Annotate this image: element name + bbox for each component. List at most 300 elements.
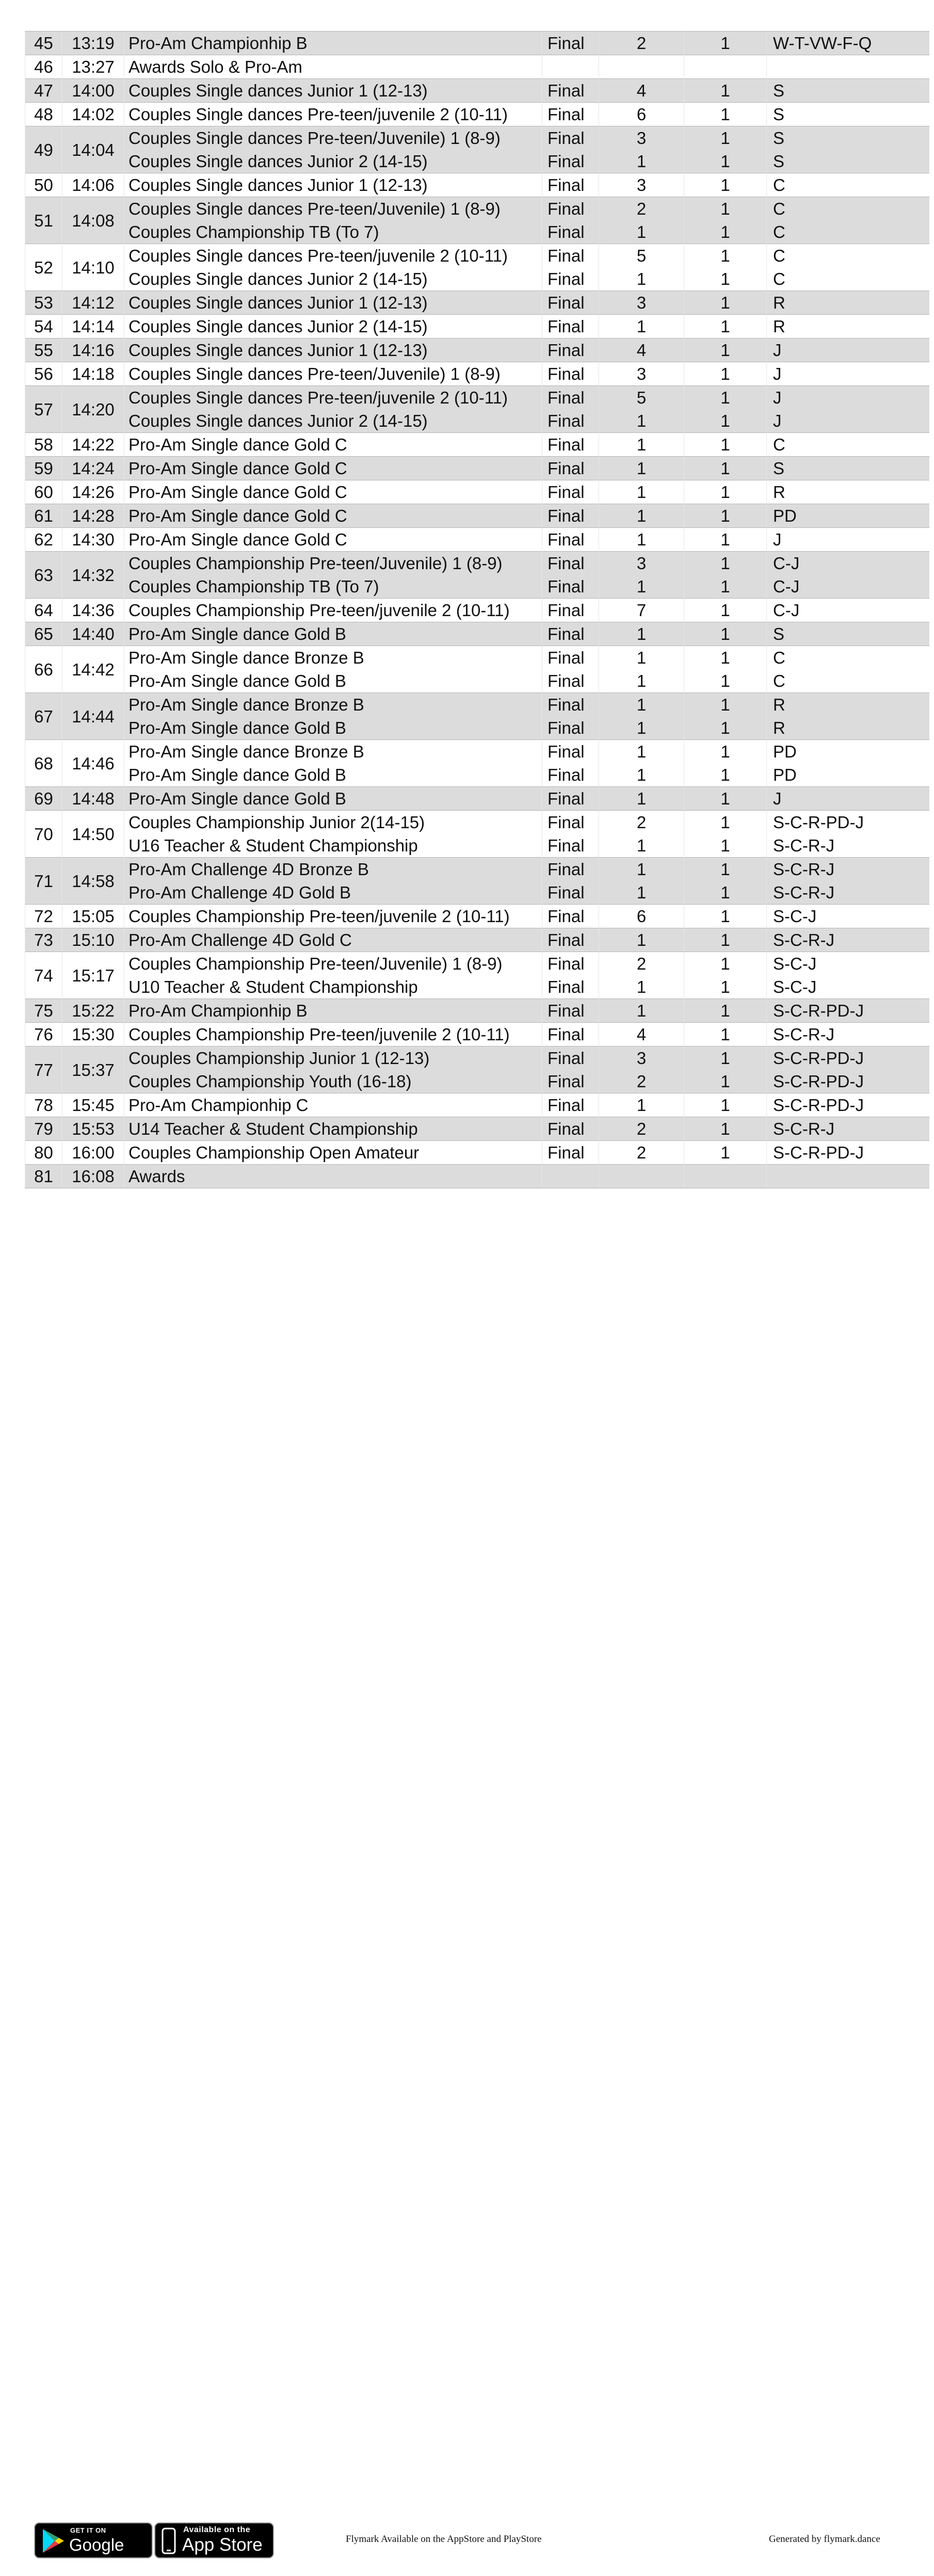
heats-count-cell: 1 [684,79,767,103]
heat-number-cell: 79 [25,1117,62,1141]
dances-cell: J [767,362,929,386]
couples-count-cell: 3 [599,552,684,575]
couples-count-cell: 4 [599,79,684,103]
start-time-cell: 14:24 [62,457,124,480]
heat-number-cell: 61 [25,504,62,528]
dances-cell: S [767,457,929,480]
round-cell: Final [542,834,599,858]
dances-cell: C-J [767,599,929,622]
dances-cell: S-C-R-PD-J [767,1141,929,1165]
schedule-row [25,103,929,126]
dances-cell: C [767,646,929,670]
heats-count-cell: 1 [684,339,767,362]
schedule-row [25,267,929,291]
start-time-cell: 14:06 [62,173,124,197]
start-time-cell: 14:00 [62,79,124,103]
event-name-cell: Pro-Am Single dance Gold B [124,763,542,787]
couples-count-cell: 1 [599,975,684,999]
round-cell: Final [542,220,599,244]
round-cell [542,1165,599,1188]
dances-cell: S-C-R-J [767,858,929,881]
couples-count-cell: 4 [599,339,684,362]
couples-count-cell: 1 [599,409,684,433]
schedule-row [25,928,929,952]
round-cell: Final [542,150,599,173]
heat-number-cell: 49 [25,126,62,173]
heat-number-cell: 71 [25,858,62,905]
schedule-row [25,716,929,740]
heats-count-cell: 1 [684,858,767,881]
round-cell: Final [542,1093,599,1117]
couples-count-cell: 2 [599,31,684,55]
round-cell: Final [542,599,599,622]
round-cell: Final [542,1046,599,1070]
event-name-cell: Pro-Am Single dance Bronze B [124,646,542,670]
couples-count-cell: 6 [599,905,684,928]
schedule-row [25,339,929,362]
event-name-cell: Couples Championship Junior 2(14-15) [124,811,542,834]
schedule-row [25,220,929,244]
round-cell: Final [542,504,599,528]
heats-count-cell: 1 [684,150,767,173]
start-time-cell: 15:22 [62,999,124,1023]
dances-cell: S-C-J [767,952,929,976]
schedule-row [25,1046,929,1070]
app-store-small-text: Available on the [183,2525,251,2534]
dances-cell: J [767,386,929,410]
round-cell: Final [542,552,599,575]
heats-count-cell: 1 [684,881,767,905]
couples-count-cell: 2 [599,1070,684,1093]
schedule-row [25,1141,929,1165]
heat-number-cell: 54 [25,315,62,339]
google-play-small-text: GET IT ON [70,2526,106,2534]
round-cell: Final [542,173,599,197]
heat-number-cell: 46 [25,55,62,79]
dances-cell: C [767,173,929,197]
heats-count-cell: 1 [684,599,767,622]
start-time-cell: 14:08 [62,197,124,244]
couples-count-cell: 3 [599,126,684,150]
schedule-row [25,1070,929,1093]
event-name-cell: Couples Single dances Junior 1 (12-13) [124,79,542,103]
schedule-row [25,1165,929,1188]
dances-cell: S [767,79,929,103]
app-store-badge[interactable] [154,2522,274,2558]
start-time-cell: 14:04 [62,126,124,173]
round-cell: Final [542,197,599,221]
dances-cell: S-C-R-J [767,834,929,858]
heat-number-cell: 58 [25,433,62,457]
heats-count-cell: 1 [684,693,767,717]
start-time-cell: 14:44 [62,693,124,740]
dances-cell [767,55,929,79]
heats-count-cell: 1 [684,622,767,646]
round-cell: Final [542,975,599,999]
event-name-cell: Pro-Am Single dance Gold C [124,433,542,457]
start-time-cell: 14:36 [62,599,124,622]
heat-number-cell: 55 [25,339,62,362]
heat-number-cell: 74 [25,952,62,999]
heat-number-cell: 45 [25,31,62,55]
schedule-row [25,31,929,55]
event-name-cell: Pro-Am Single dance Bronze B [124,693,542,717]
event-name-cell: Pro-Am Challenge 4D Gold B [124,881,542,905]
couples-count-cell: 1 [599,787,684,811]
event-name-cell: Couples Single dances Junior 1 (12-13) [124,173,542,197]
start-time-cell: 14:10 [62,244,124,291]
heat-number-cell: 65 [25,622,62,646]
start-time-cell: 14:20 [62,386,124,433]
schedule-row [25,504,929,528]
round-cell: Final [542,386,599,410]
app-store-label: App Store [182,2535,263,2555]
round-cell [542,55,599,79]
dances-cell: S [767,103,929,126]
round-cell: Final [542,1141,599,1165]
couples-count-cell: 3 [599,362,684,386]
schedule-row [25,362,929,386]
heat-number-cell: 60 [25,480,62,504]
dances-cell: C-J [767,575,929,599]
heats-count-cell: 1 [684,126,767,150]
couples-count-cell: 1 [599,315,684,339]
schedule-body [25,31,929,1188]
round-cell: Final [542,763,599,787]
round-cell: Final [542,787,599,811]
event-name-cell: Pro-Am Single dance Gold B [124,669,542,693]
start-time-cell: 15:05 [62,905,124,928]
heats-count-cell: 1 [684,905,767,928]
couples-count-cell: 1 [599,1093,684,1117]
round-cell: Final [542,362,599,386]
round-cell: Final [542,79,599,103]
round-cell: Final [542,999,599,1023]
dances-cell: R [767,315,929,339]
dances-cell: R [767,480,929,504]
event-name-cell: Couples Single dances Junior 2 (14-15) [124,267,542,291]
start-time-cell: 13:27 [62,55,124,79]
couples-count-cell: 1 [599,622,684,646]
round-cell: Final [542,693,599,717]
round-cell: Final [542,858,599,881]
dances-cell: J [767,787,929,811]
heats-count-cell: 1 [684,386,767,410]
heat-number-cell: 47 [25,79,62,103]
start-time-cell: 16:00 [62,1141,124,1165]
schedule-row [25,386,929,410]
heats-count-cell: 1 [684,928,767,952]
couples-count-cell: 2 [599,952,684,976]
dances-cell: S-C-R-J [767,928,929,952]
heat-number-cell: 59 [25,457,62,480]
dances-cell: R [767,291,929,315]
heats-count-cell: 1 [684,1070,767,1093]
couples-count-cell: 3 [599,291,684,315]
round-cell: Final [542,716,599,740]
dances-cell: PD [767,504,929,528]
start-time-cell: 14:50 [62,811,124,858]
couples-count-cell: 1 [599,834,684,858]
couples-count-cell: 4 [599,1023,684,1046]
dances-cell: S-C-R-J [767,881,929,905]
start-time-cell: 15:10 [62,928,124,952]
schedule-row [25,599,929,622]
heats-count-cell: 1 [684,480,767,504]
heats-count-cell: 1 [684,173,767,197]
event-name-cell: Pro-Am Championhip B [124,31,542,55]
event-name-cell: Couples Single dances Pre-teen/Juvenile) 1 (8-9) [124,197,542,221]
dances-cell: C [767,267,929,291]
heats-count-cell: 1 [684,763,767,787]
couples-count-cell: 1 [599,716,684,740]
event-name-cell: U16 Teacher & Student Championship [124,834,542,858]
schedule-row [25,693,929,717]
heats-count-cell: 1 [684,315,767,339]
dances-cell: C [767,244,929,268]
couples-count-cell [599,55,684,79]
schedule-row [25,480,929,504]
dances-cell: S-C-R-PD-J [767,1093,929,1117]
start-time-cell: 15:53 [62,1117,124,1141]
heats-count-cell: 1 [684,244,767,268]
couples-count-cell: 1 [599,457,684,480]
event-name-cell: Couples Single dances Junior 2 (14-15) [124,409,542,433]
round-cell: Final [542,528,599,552]
event-name-cell: Pro-Am Single dance Gold C [124,528,542,552]
schedule-row [25,763,929,787]
schedule-row [25,1093,929,1117]
dances-cell: J [767,339,929,362]
heat-number-cell: 75 [25,999,62,1023]
availability-text: Flymark Available on the AppStore and PlayStore [346,2534,542,2545]
heats-count-cell: 1 [684,197,767,221]
start-time-cell: 15:30 [62,1023,124,1046]
start-time-cell: 14:14 [62,315,124,339]
round-cell: Final [542,433,599,457]
dances-cell: S [767,150,929,173]
event-name-cell: Pro-Am Single dance Gold C [124,457,542,480]
dances-cell: C [767,220,929,244]
couples-count-cell: 1 [599,220,684,244]
heats-count-cell: 1 [684,740,767,764]
couples-count-cell: 1 [599,267,684,291]
heats-count-cell [684,55,767,79]
couples-count-cell: 1 [599,504,684,528]
couples-count-cell: 2 [599,811,684,834]
event-name-cell: Couples Championship Junior 1 (12-13) [124,1046,542,1070]
schedule-row [25,552,929,575]
schedule-row [25,197,929,221]
start-time-cell: 15:45 [62,1093,124,1117]
event-name-cell: Awards [124,1165,542,1188]
heats-count-cell: 1 [684,1117,767,1141]
event-name-cell: Couples Single dances Pre-teen/Juvenile) 1 (8-9) [124,126,542,150]
schedule-row [25,409,929,433]
dances-cell: J [767,409,929,433]
heat-number-cell: 69 [25,787,62,811]
heats-count-cell: 1 [684,409,767,433]
couples-count-cell: 5 [599,386,684,410]
heats-count-cell: 1 [684,575,767,599]
heat-number-cell: 52 [25,244,62,291]
heats-count-cell: 1 [684,1141,767,1165]
round-cell: Final [542,126,599,150]
schedule-row [25,811,929,834]
google-play-label: Google Play [69,2535,124,2575]
event-name-cell: Couples Single dances Junior 2 (14-15) [124,315,542,339]
event-name-cell: Couples Single dances Junior 1 (12-13) [124,291,542,315]
round-cell: Final [542,928,599,952]
event-name-cell: Pro-Am Single dance Gold B [124,787,542,811]
dances-cell: R [767,716,929,740]
heat-number-cell: 56 [25,362,62,386]
start-time-cell: 14:58 [62,858,124,905]
heat-number-cell: 80 [25,1141,62,1165]
heats-count-cell: 1 [684,811,767,834]
schedule-row [25,575,929,599]
event-name-cell: Pro-Am Single dance Bronze B [124,740,542,764]
heat-number-cell: 62 [25,528,62,552]
round-cell: Final [542,905,599,928]
couples-count-cell: 3 [599,1046,684,1070]
heats-count-cell: 1 [684,716,767,740]
heats-count-cell: 1 [684,267,767,291]
couples-count-cell: 1 [599,740,684,764]
event-name-cell: Pro-Am Single dance Gold C [124,504,542,528]
round-cell: Final [542,457,599,480]
dances-cell: S-C-J [767,975,929,999]
schedule-row [25,952,929,976]
event-name-cell: Couples Single dances Junior 1 (12-13) [124,339,542,362]
round-cell: Final [542,646,599,670]
heats-count-cell: 1 [684,952,767,976]
schedule-row [25,834,929,858]
round-cell: Final [542,267,599,291]
dances-cell [767,1165,929,1188]
heat-number-cell: 51 [25,197,62,244]
event-name-cell: Couples Championship TB (To 7) [124,575,542,599]
heats-count-cell: 1 [684,669,767,693]
heats-count-cell: 1 [684,528,767,552]
heats-count-cell: 1 [684,999,767,1023]
couples-count-cell: 3 [599,173,684,197]
dances-cell: PD [767,740,929,764]
footer [0,1259,934,2575]
couples-count-cell: 1 [599,693,684,717]
event-name-cell: U10 Teacher & Student Championship [124,975,542,999]
round-cell: Final [542,952,599,976]
heat-number-cell: 63 [25,552,62,599]
round-cell: Final [542,1070,599,1093]
heats-count-cell: 1 [684,103,767,126]
couples-count-cell: 1 [599,575,684,599]
heat-number-cell: 64 [25,599,62,622]
schedule-row [25,858,929,881]
couples-count-cell: 6 [599,103,684,126]
round-cell: Final [542,244,599,268]
dances-cell: C [767,197,929,221]
round-cell: Final [542,291,599,315]
round-cell: Final [542,740,599,764]
event-name-cell: Couples Championship Open Amateur [124,1141,542,1165]
heat-number-cell: 73 [25,928,62,952]
heat-number-cell: 48 [25,103,62,126]
heat-number-cell: 57 [25,386,62,433]
schedule-row [25,787,929,811]
schedule-row [25,1023,929,1046]
google-play-badge[interactable] [34,2522,153,2575]
start-time-cell: 14:16 [62,339,124,362]
schedule-row [25,528,929,552]
round-cell: Final [542,1023,599,1046]
heats-count-cell: 1 [684,1093,767,1117]
schedule-row [25,622,929,646]
start-time-cell: 15:37 [62,1046,124,1093]
schedule-row [25,79,929,103]
dances-cell: S-C-R-J [767,1117,929,1141]
google-play-icon [41,2528,65,2554]
schedule-table [25,31,929,1188]
event-name-cell: Pro-Am Championhip B [124,999,542,1023]
round-cell: Final [542,480,599,504]
round-cell: Final [542,315,599,339]
dances-cell: S-C-R-PD-J [767,999,929,1023]
couples-count-cell: 1 [599,669,684,693]
couples-count-cell: 1 [599,150,684,173]
schedule-row [25,740,929,764]
schedule-row [25,457,929,480]
couples-count-cell: 1 [599,433,684,457]
event-name-cell: U14 Teacher & Student Championship [124,1117,542,1141]
heat-number-cell: 50 [25,173,62,197]
schedule-row [25,1117,929,1141]
schedule-row [25,905,929,928]
phone-icon [162,2527,176,2554]
schedule-row [25,999,929,1023]
heat-number-cell: 81 [25,1165,62,1188]
event-name-cell: Couples Championship Youth (16-18) [124,1070,542,1093]
round-cell: Final [542,31,599,55]
schedule-row [25,315,929,339]
heat-number-cell: 72 [25,905,62,928]
event-name-cell: Pro-Am Single dance Gold C [124,480,542,504]
round-cell: Final [542,811,599,834]
start-time-cell: 14:32 [62,552,124,599]
round-cell: Final [542,881,599,905]
start-time-cell: 14:30 [62,528,124,552]
couples-count-cell: 1 [599,763,684,787]
schedule-row [25,126,929,150]
heat-number-cell: 70 [25,811,62,858]
heats-count-cell: 1 [684,291,767,315]
schedule-row [25,55,929,79]
event-name-cell: Couples Championship TB (To 7) [124,220,542,244]
event-name-cell: Couples Championship Pre-teen/juvenile 2 (10-11) [124,1023,542,1046]
schedule-row [25,669,929,693]
dances-cell: S-C-R-PD-J [767,1046,929,1070]
dances-cell: S-C-J [767,905,929,928]
dances-cell: S [767,126,929,150]
schedule-row [25,646,929,670]
event-name-cell: Couples Single dances Pre-teen/Juvenile) 1 (8-9) [124,362,542,386]
start-time-cell: 14:48 [62,787,124,811]
round-cell: Final [542,575,599,599]
heat-number-cell: 76 [25,1023,62,1046]
dances-cell: S-C-R-PD-J [767,811,929,834]
couples-count-cell: 1 [599,928,684,952]
event-name-cell: Couples Single dances Junior 2 (14-15) [124,150,542,173]
